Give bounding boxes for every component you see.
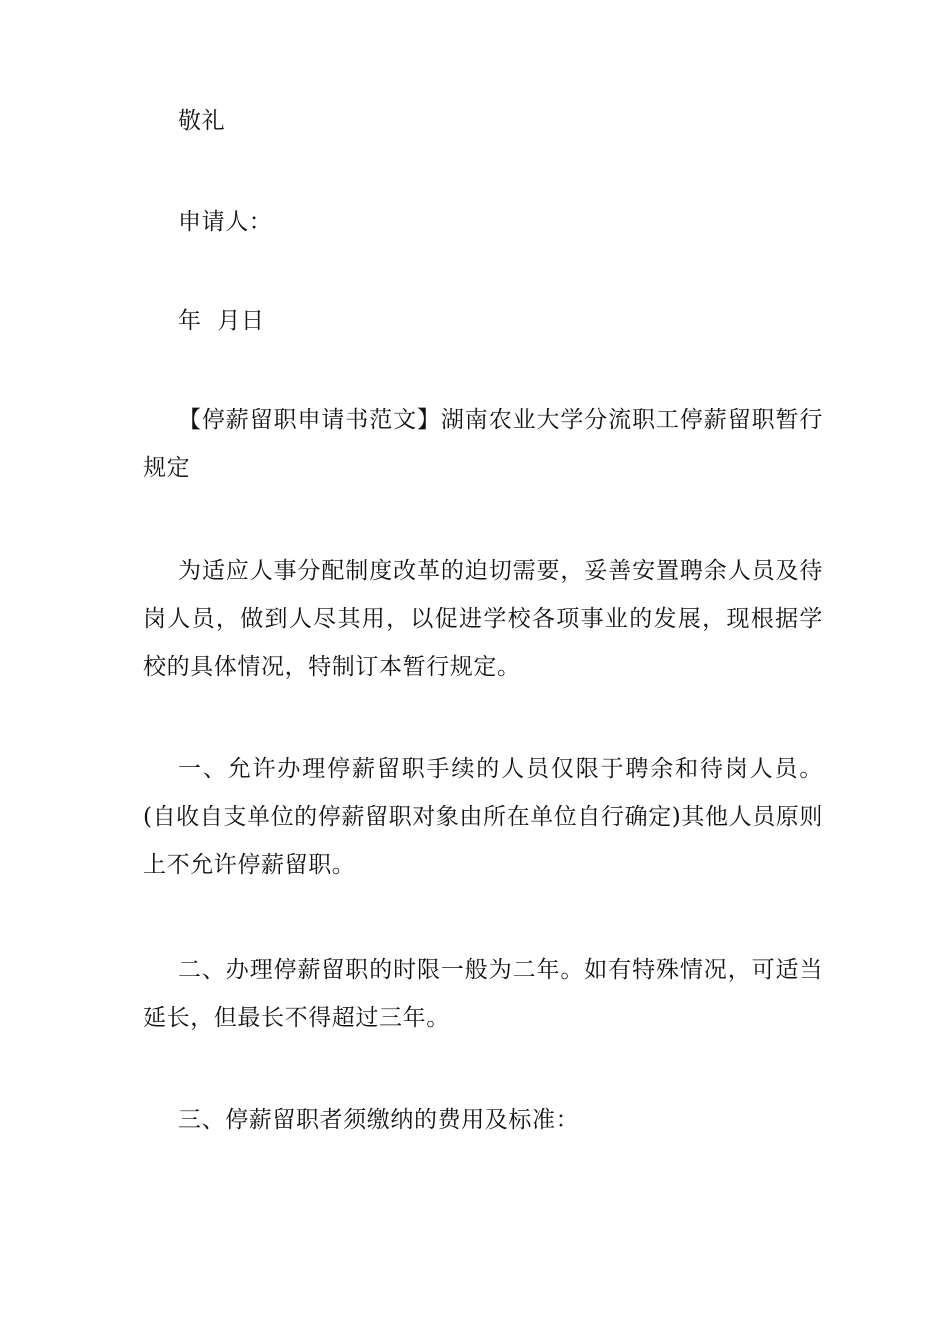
applicant-label: 申请人： <box>178 209 273 235</box>
rule-paragraph-1: 一、允许办理停薪留职手续的人员仅限于聘余和待岗人员。(自收自支单位的停薪留职对象由所在单位自行确定)其他人员原则上不允许停薪留职。 <box>143 756 823 878</box>
date-line: 年 月日 <box>178 308 265 334</box>
rule-paragraph-3: 三、停薪留职者须缴纳的费用及标准： <box>178 1107 580 1133</box>
intro-paragraph: 为适应人事分配制度改革的迫切需要，妥善安置聘余人员及待岗人员，做到人尽其用，以促进学校各项事业的发展，现根据学校的具体情况，特制订本暂行规定。 <box>143 558 823 680</box>
closing-salutation: 敬礼 <box>178 108 226 134</box>
section-title: 【停薪留职申请书范文】湖南农业大学分流职工停薪留职暂行规定 <box>143 407 823 481</box>
rule-paragraph-2: 二、办理停薪留职的时限一般为二年。如有特殊情况，可适当延长，但最长不得超过三年。 <box>143 957 823 1031</box>
